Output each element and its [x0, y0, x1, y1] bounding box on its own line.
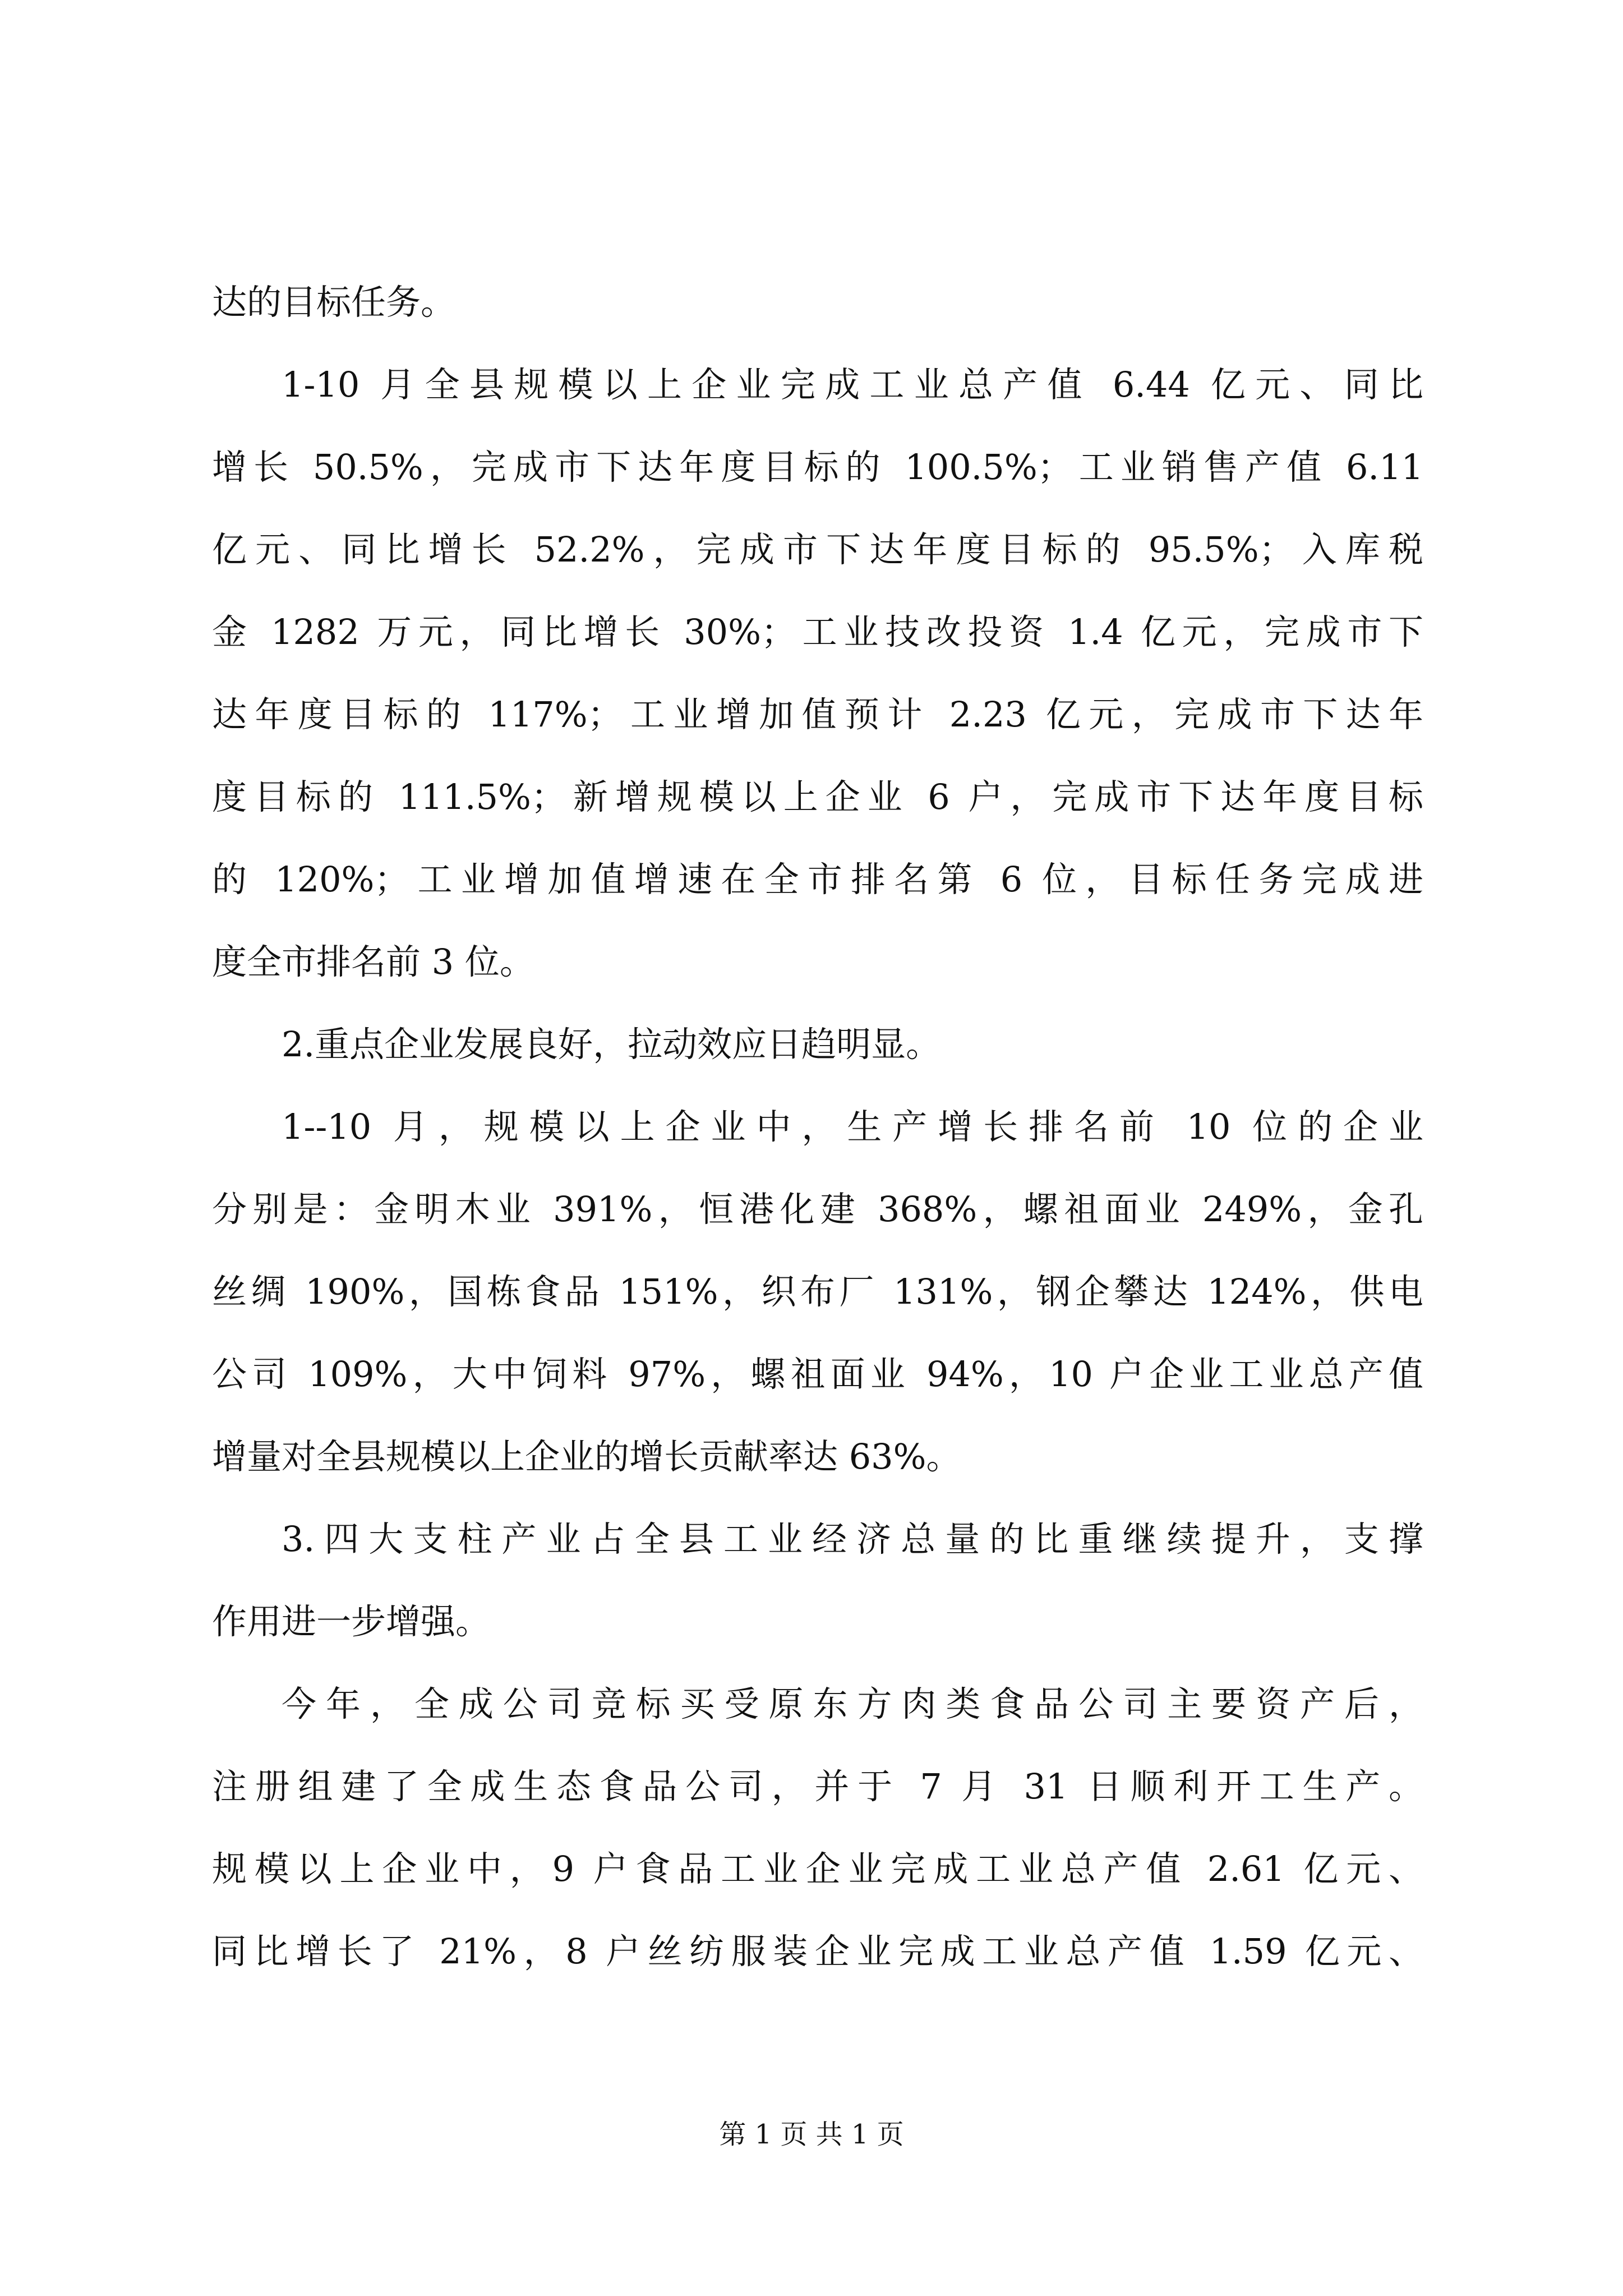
- text-line: 规模以上企业中，9 户食品工业企业完成工业总产值 2.61 亿元、: [212, 1848, 1423, 1889]
- text-line: 作用进一步增强。: [212, 1601, 491, 1642]
- paragraph-2: [212, 343, 1423, 1003]
- text-line: 的 120%；工业增加值增速在全市排名第 6 位，目标任务完成进: [212, 859, 1423, 900]
- text-line: 1-10 月全县规模以上企业完成工业总产值 6.44 亿元、同比: [282, 364, 1423, 405]
- text-line: 2.重点企业发展良好，拉动效应日趋明显。: [282, 1024, 941, 1065]
- text-line: 1--10 月，规模以上企业中，生产增长排名前 10 位的企业: [282, 1106, 1423, 1147]
- text-line: 亿元、同比增长 52.2%，完成市下达年度目标的 95.5%；入库税: [212, 529, 1423, 570]
- text-line: 公司 109%，大中饲料 97%，螺祖面业 94%，10 户企业工业总产值: [212, 1354, 1423, 1395]
- section-heading-3: [212, 1498, 1423, 1663]
- text-line: 丝绸 190%，国栋食品 151%，织布厂 131%，钢企攀达 124%，供电: [212, 1271, 1423, 1312]
- text-line: 度目标的 111.5%；新增规模以上企业 6 户，完成市下达年度目标: [212, 776, 1423, 817]
- paragraph-1: [212, 261, 1423, 343]
- text-line: 3.四大支柱产业占全县工业经济总量的比重继续提升，支撑: [282, 1519, 1423, 1559]
- text-line: 分别是：金明木业 391%，恒港化建 368%，螺祖面业 249%，金孔: [212, 1189, 1423, 1230]
- paragraph-6: [212, 1663, 1423, 1993]
- text-line: 今年，全成公司竞标买受原东方肉类食品公司主要资产后，: [282, 1683, 1423, 1724]
- document-body: [212, 261, 1423, 1993]
- text-line: 注册组建了全成生态食品公司，并于 7 月 31 日顺利开工生产。: [212, 1766, 1423, 1807]
- text-line: 增量对全县规模以上企业的增长贡献率达 63%。: [212, 1436, 961, 1477]
- text-line: 度全市排名前 3 位。: [212, 941, 534, 982]
- section-heading-2: [212, 1003, 1423, 1085]
- paragraph-4: [212, 1085, 1423, 1498]
- text-line: 同比增长了 21%，8 户丝纺服装企业完成工业总产值 1.59 亿元、: [212, 1931, 1423, 1972]
- text-line: 金 1282 万元，同比增长 30%；工业技改投资 1.4 亿元，完成市下: [212, 611, 1423, 652]
- text-line: 达的目标任务。: [212, 282, 456, 323]
- page-footer: 第 1 页 共 1 页: [719, 2119, 904, 2150]
- text-line: 增长 50.5%，完成市下达年度目标的 100.5%；工业销售产值 6.11: [212, 447, 1423, 487]
- text-line: 达年度目标的 117%；工业增加值预计 2.23 亿元，完成市下达年: [212, 694, 1423, 735]
